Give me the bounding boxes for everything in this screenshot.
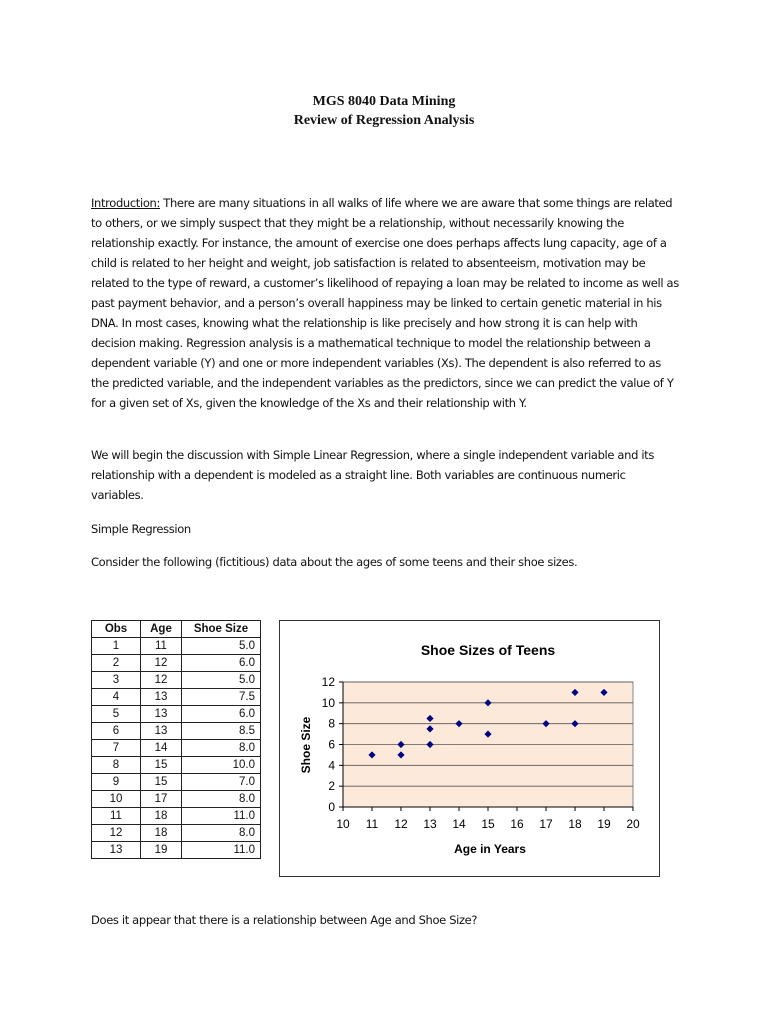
y-tick-label: 8 bbox=[328, 716, 335, 731]
table-row bbox=[92, 757, 261, 774]
introduction-paragraph bbox=[91, 193, 679, 413]
y-tick-label: 10 bbox=[321, 695, 335, 710]
cell-age: 13 bbox=[141, 723, 182, 740]
x-tick-label: 17 bbox=[539, 817, 553, 831]
cell-shoe-size: 6.0 bbox=[182, 706, 261, 723]
y-tick-label: 4 bbox=[328, 758, 335, 773]
cell-shoe-size: 8.0 bbox=[182, 791, 261, 808]
cell-age: 19 bbox=[141, 842, 182, 859]
table-row bbox=[92, 655, 261, 672]
x-tick-label: 19 bbox=[597, 817, 611, 831]
x-tick-label: 13 bbox=[423, 817, 437, 831]
cell-age: 13 bbox=[141, 689, 182, 706]
header-obs: Obs bbox=[92, 621, 141, 638]
cell-obs: 2 bbox=[92, 655, 141, 672]
cell-age: 14 bbox=[141, 740, 182, 757]
cell-obs: 11 bbox=[92, 808, 141, 825]
cell-shoe-size: 10.0 bbox=[182, 757, 261, 774]
table-row bbox=[92, 689, 261, 706]
cell-obs: 8 bbox=[92, 757, 141, 774]
table-row bbox=[92, 740, 261, 757]
table-row bbox=[92, 672, 261, 689]
introduction-text: There are many situations in all walks of life where we are aware that some things are related to others, or we simply suspect that they might be a relationship, without necessarily knowing the relationship exactly. For instance, the amount of exercise one does perhaps affects lung capacity, age of a child is related to her height and weight, job satisfaction is related to absenteeism, motivation may be related to the type of reward, a customer’s likelihood of repaying a loan may be related to income as well as past payment behavior, and a person’s overall happiness may be linked to certain genetic material in his DNA. In most cases, knowing what the relationship is like precisely and how strong it is can help with decision making. Regression analysis is a mathematical technique to model the relationship between a dependent variable (Y) and one or more independent variables (Xs). The dependent is also referred to as the predicted variable, and the independent variables as the predictors, since we can predict the value of Y for a given set of Xs, given the knowledge of the Xs and their relationship with Y. bbox=[91, 196, 679, 410]
section-heading: Simple Regression bbox=[91, 522, 191, 536]
cell-shoe-size: 6.0 bbox=[182, 655, 261, 672]
document-title: MGS 8040 Data Mining bbox=[312, 94, 456, 109]
cell-obs: 13 bbox=[92, 842, 141, 859]
cell-obs: 1 bbox=[92, 638, 141, 655]
introduction-label: Introduction: bbox=[91, 196, 160, 210]
cell-age: 11 bbox=[141, 638, 182, 655]
cell-shoe-size: 8.0 bbox=[182, 825, 261, 842]
x-tick-label: 15 bbox=[481, 817, 495, 831]
x-tick-label: 11 bbox=[365, 817, 379, 831]
scatter-chart bbox=[279, 620, 660, 877]
header-shoe-size: Shoe Size bbox=[182, 621, 261, 638]
table-row bbox=[92, 825, 261, 842]
cell-age: 13 bbox=[141, 706, 182, 723]
cell-shoe-size: 8.5 bbox=[182, 723, 261, 740]
cell-obs: 12 bbox=[92, 825, 141, 842]
x-tick-label: 12 bbox=[394, 817, 408, 831]
cell-obs: 4 bbox=[92, 689, 141, 706]
data-intro-paragraph: Consider the following (fictitious) data about the ages of some teens and their shoe sizes. bbox=[91, 555, 578, 569]
y-tick-label: 6 bbox=[328, 737, 335, 752]
cell-obs: 7 bbox=[92, 740, 141, 757]
cell-shoe-size: 7.5 bbox=[182, 689, 261, 706]
table-row bbox=[92, 842, 261, 859]
cell-shoe-size: 11.0 bbox=[182, 842, 261, 859]
table-row bbox=[92, 791, 261, 808]
cell-age: 17 bbox=[141, 791, 182, 808]
cell-obs: 3 bbox=[92, 672, 141, 689]
cell-age: 18 bbox=[141, 808, 182, 825]
y-tick-label: 0 bbox=[328, 800, 335, 814]
table-header-row bbox=[92, 621, 261, 638]
chart-title: Shoe Sizes of Teens bbox=[420, 642, 556, 658]
y-tick-label: 12 bbox=[321, 675, 335, 689]
cell-obs: 9 bbox=[92, 774, 141, 791]
x-tick-label: 10 bbox=[336, 817, 350, 831]
cell-obs: 5 bbox=[92, 706, 141, 723]
x-tick-label: 18 bbox=[568, 817, 582, 831]
y-axis-label: Shoe Size bbox=[299, 716, 313, 774]
cell-shoe-size: 5.0 bbox=[182, 672, 261, 689]
x-axis-label: Age in Years bbox=[454, 842, 526, 856]
cell-age: 15 bbox=[141, 757, 182, 774]
document-subtitle: Review of Regression Analysis bbox=[293, 113, 475, 128]
cell-obs: 10 bbox=[92, 791, 141, 808]
table-row bbox=[92, 774, 261, 791]
cell-age: 15 bbox=[141, 774, 182, 791]
cell-shoe-size: 7.0 bbox=[182, 774, 261, 791]
table-row bbox=[92, 808, 261, 825]
cell-age: 12 bbox=[141, 672, 182, 689]
x-tick-label: 16 bbox=[510, 817, 524, 831]
data-table bbox=[91, 620, 261, 859]
cell-shoe-size: 11.0 bbox=[182, 808, 261, 825]
cell-age: 18 bbox=[141, 825, 182, 842]
scatter-chart-svg bbox=[280, 621, 659, 876]
cell-shoe-size: 8.0 bbox=[182, 740, 261, 757]
table-row bbox=[92, 638, 261, 655]
header-age: Age bbox=[141, 621, 182, 638]
cell-age: 12 bbox=[141, 655, 182, 672]
x-tick-label: 14 bbox=[452, 817, 466, 831]
cell-shoe-size: 5.0 bbox=[182, 638, 261, 655]
table-row bbox=[92, 706, 261, 723]
simple-linear-regression-paragraph: We will begin the discussion with Simple Linear Regression, where a single independent variable and its relationship with a dependent is modeled as a straight line. Both variables are continuous numeric variables. bbox=[91, 448, 654, 502]
table-row bbox=[92, 723, 261, 740]
question-text: Does it appear that there is a relationship between Age and Shoe Size? bbox=[91, 913, 478, 927]
x-tick-label: 20 bbox=[626, 817, 640, 831]
cell-obs: 6 bbox=[92, 723, 141, 740]
y-tick-label: 2 bbox=[328, 779, 335, 794]
